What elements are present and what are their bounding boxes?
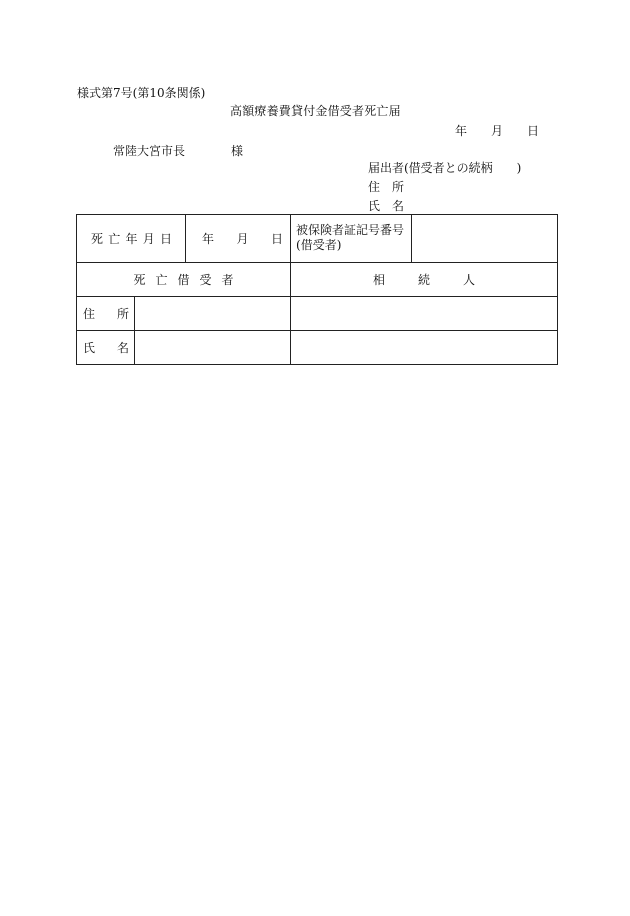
death-day-label: 日 bbox=[270, 232, 283, 246]
deceased-address-field[interactable] bbox=[135, 297, 291, 331]
applicant-address-label-1: 住 bbox=[368, 180, 381, 194]
applicant-label: 届出者(借受者との続柄 ) bbox=[368, 161, 522, 175]
form-number: 様式第7号(第10条関係) bbox=[77, 86, 206, 100]
death-date-label-char: 死 bbox=[91, 232, 104, 246]
heir-header bbox=[291, 263, 558, 297]
date-month-label: 月 bbox=[491, 124, 504, 138]
death-year-label: 年 bbox=[202, 232, 215, 246]
heir-address-field[interactable] bbox=[291, 297, 558, 331]
name-label-char: 氏 bbox=[83, 341, 96, 355]
address-label-char: 所 bbox=[116, 307, 129, 321]
death-date-label-char: 月 bbox=[142, 232, 155, 246]
deceased-name-field[interactable] bbox=[135, 331, 291, 365]
death-date-label-char: 年 bbox=[125, 232, 138, 246]
heir-header-char: 続 bbox=[418, 273, 431, 287]
date-day-label: 日 bbox=[527, 124, 540, 138]
name-row-label bbox=[77, 331, 135, 365]
applicant-name-label-2: 名 bbox=[392, 199, 405, 213]
applicant-address-label-2: 所 bbox=[392, 180, 405, 194]
heir-header-char: 相 bbox=[373, 273, 386, 287]
insured-number-label-cell bbox=[291, 215, 412, 263]
death-month-label: 月 bbox=[236, 232, 249, 246]
heir-header-char: 人 bbox=[462, 273, 475, 287]
address-label-char: 住 bbox=[83, 307, 96, 321]
death-date-label-char: 亡 bbox=[108, 232, 121, 246]
addressee-suffix: 様 bbox=[231, 144, 244, 158]
death-notice-table bbox=[76, 214, 558, 365]
death-date-label-char: 日 bbox=[160, 232, 173, 246]
addressee-city: 常陸大宮市長 bbox=[113, 144, 186, 158]
insured-number-label: 被保険者証記号番号 bbox=[296, 223, 405, 237]
insured-number-value-cell[interactable] bbox=[412, 215, 558, 263]
deceased-header-char: 死 bbox=[133, 273, 146, 287]
deceased-header-char: 者 bbox=[221, 273, 234, 287]
deceased-borrower-header bbox=[77, 263, 291, 297]
deceased-header-char: 借 bbox=[177, 273, 190, 287]
deceased-header-char: 亡 bbox=[155, 273, 168, 287]
death-date-value-cell[interactable] bbox=[186, 215, 291, 263]
form-title: 高額療養費貸付金借受者死亡届 bbox=[230, 104, 401, 118]
name-label-char: 名 bbox=[116, 341, 129, 355]
insured-number-sublabel: (借受者) bbox=[296, 238, 342, 252]
applicant-name-label-1: 氏 bbox=[368, 199, 381, 213]
address-row-label bbox=[77, 297, 135, 331]
heir-name-field[interactable] bbox=[291, 331, 558, 365]
date-year-label: 年 bbox=[455, 124, 468, 138]
death-date-label-cell bbox=[77, 215, 186, 263]
deceased-header-char: 受 bbox=[199, 273, 212, 287]
